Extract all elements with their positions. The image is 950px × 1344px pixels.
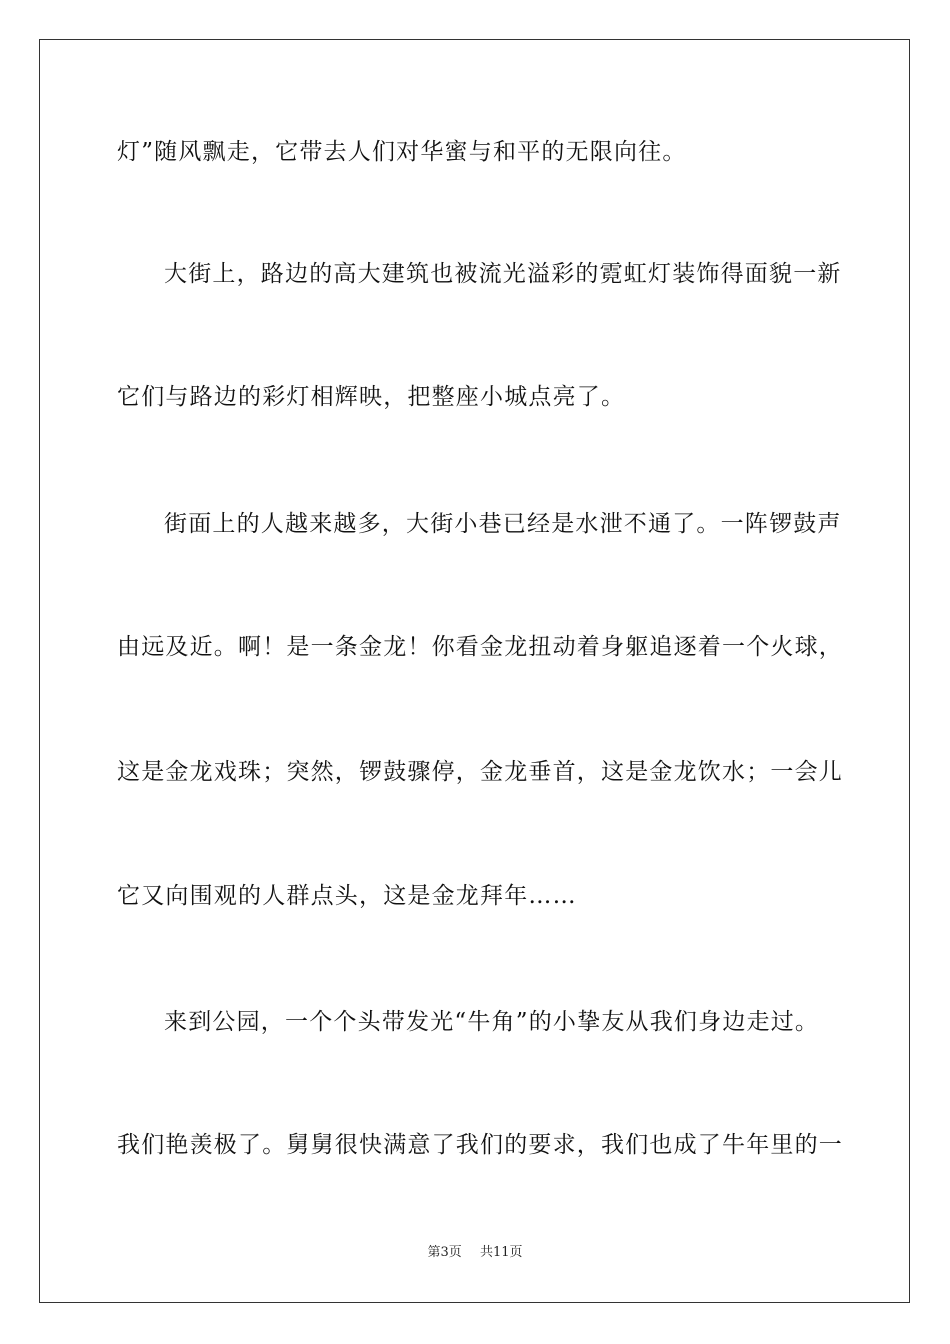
paragraph-line: 它们与路边的彩灯相辉映，把整座小城点亮了。 [117,384,626,410]
paragraph-line: 来到公园，一个个头带发光“牛角”的小挚友从我们身边走过。 [164,1009,820,1035]
page-number: 第3页 [427,1245,462,1260]
page-frame [39,39,910,1303]
paragraph-line: 灯”随风飘走，它带去人们对华蜜与和平的无限向往。 [117,139,687,165]
paragraph-line: 由远及近。啊！是一条金龙！你看金龙扭动着身躯追逐着一个火球， [117,634,843,660]
page-footer [0,1245,950,1261]
paragraph-line: 大街上，路边的高大建筑也被流光溢彩的霓虹灯装饰得面貌一新 [164,261,842,287]
page-total: 共11页 [479,1245,523,1260]
paragraph-line: 这是金龙戏珠；突然，锣鼓骤停，金龙垂首，这是金龙饮水；一会儿 [117,759,843,785]
paragraph-line: 街面上的人越来越多，大街小巷已经是水泄不通了。一阵锣鼓声 [164,511,842,537]
paragraph-line: 我们艳羡极了。舅舅很快满意了我们的要求，我们也成了牛年里的一 [117,1132,843,1158]
paragraph-line: 它又向围观的人群点头，这是金龙拜年…… [117,883,577,909]
